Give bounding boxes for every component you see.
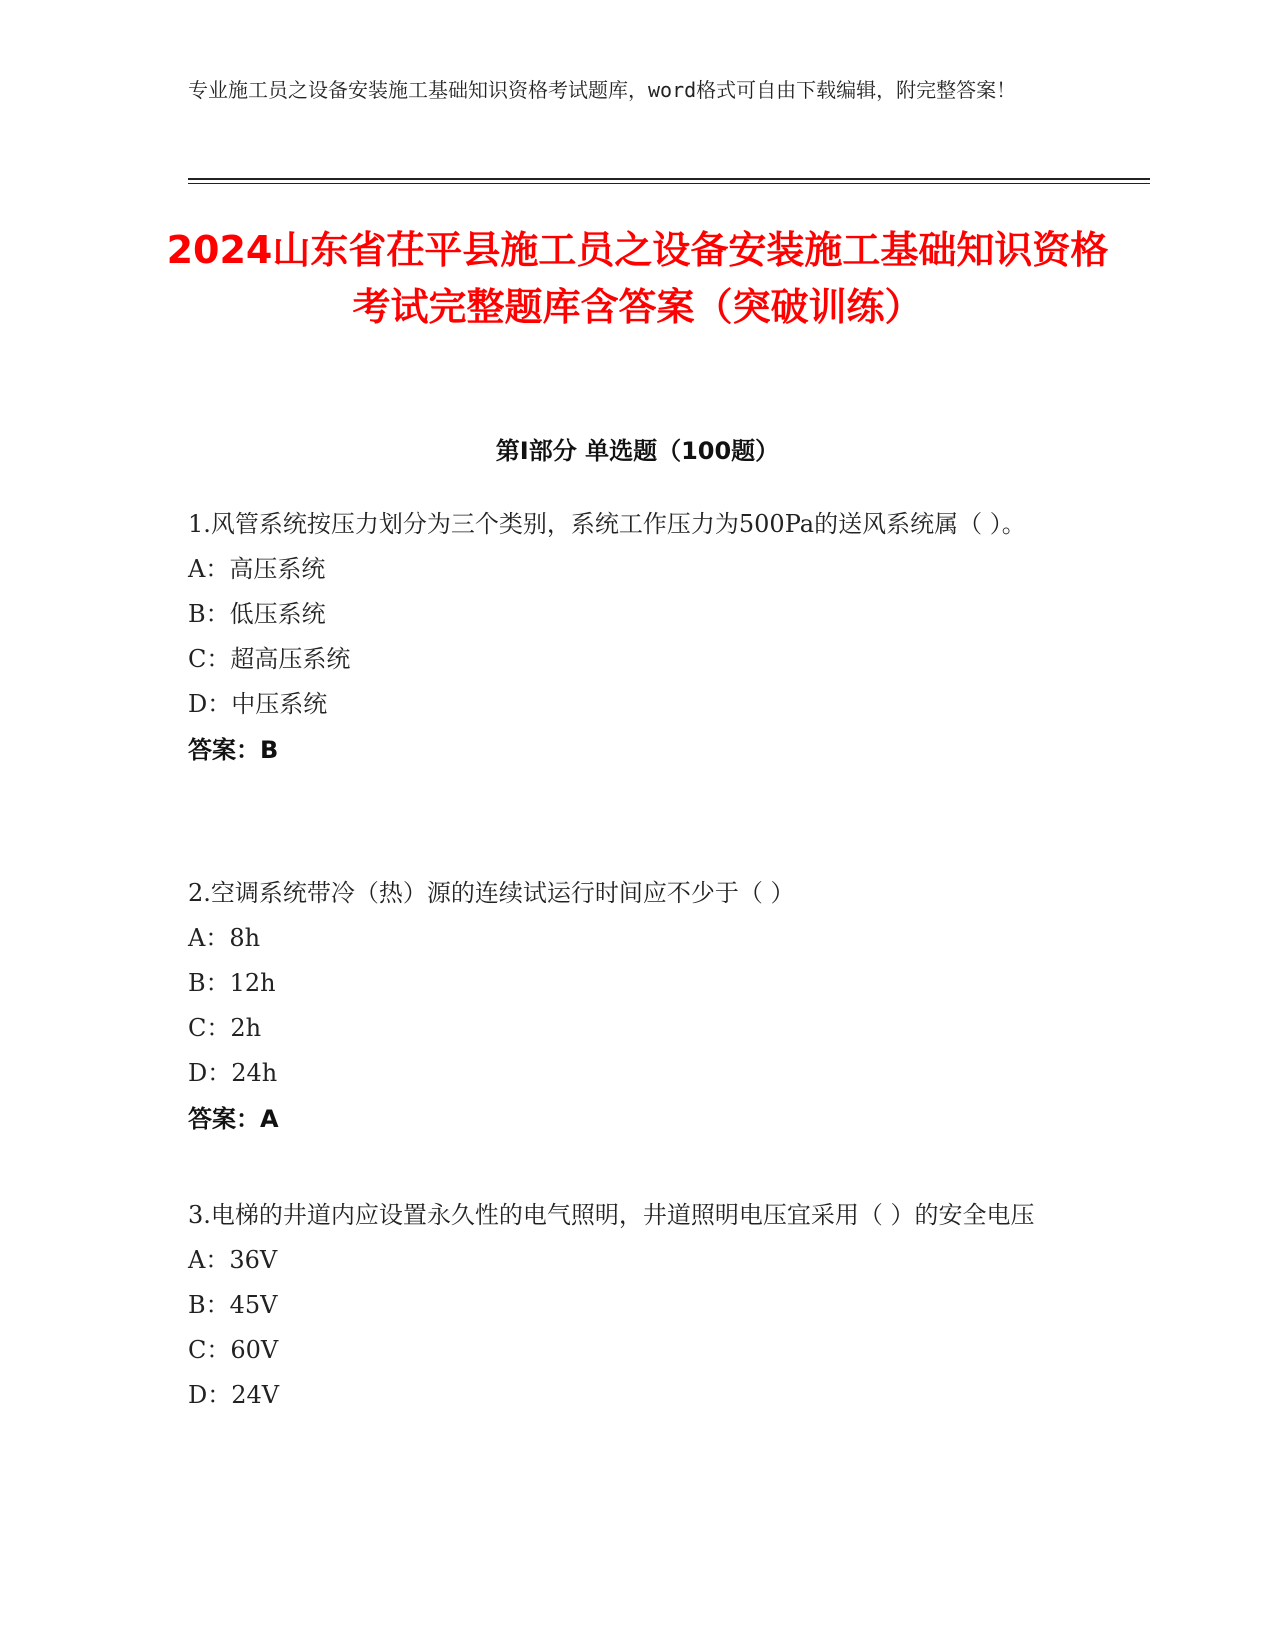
header-divider <box>188 178 1150 180</box>
option-a: A：36V <box>188 1246 278 1274</box>
question-1 <box>188 501 1068 773</box>
option-b: B：12h <box>188 969 276 997</box>
option-a: A：高压系统 <box>188 555 326 583</box>
header-divider-thin <box>188 183 1150 184</box>
question-3 <box>188 1192 1068 1418</box>
option-b: B：45V <box>188 1291 278 1319</box>
question-stem: 3.电梯的井道内应设置永久性的电气照明，井道照明电压宜采用（ ）的安全电压 <box>188 1201 1035 1229</box>
question-stem: 2.空调系统带冷（热）源的连续试运行时间应不少于（ ） <box>188 879 795 907</box>
option-c: C：2h <box>188 1014 262 1042</box>
section-title: 第I部分 单选题（100题） <box>495 437 780 465</box>
option-d: D：24V <box>188 1381 280 1409</box>
option-c: C：超高压系统 <box>188 645 351 673</box>
document-title: 2024山东省茌平县施工员之设备安装施工基础知识资格考试完整题库含答案（突破训练） <box>166 228 1109 329</box>
header-note: 专业施工员之设备安装施工基础知识资格考试题库，word格式可自由下载编辑，附完整答案！ <box>188 78 1017 102</box>
option-d: D：24h <box>188 1059 278 1087</box>
answer-line: 答案：B <box>188 736 279 764</box>
option-d: D：中压系统 <box>188 690 328 718</box>
question-stem: 1.风管系统按压力划分为三个类别，系统工作压力为500Pa的送风系统属（ ）。 <box>188 510 1026 538</box>
option-a: A：8h <box>188 924 261 952</box>
question-2 <box>188 870 1068 1142</box>
option-b: B：低压系统 <box>188 600 326 628</box>
option-c: C：60V <box>188 1336 279 1364</box>
answer-line: 答案：A <box>188 1105 279 1133</box>
